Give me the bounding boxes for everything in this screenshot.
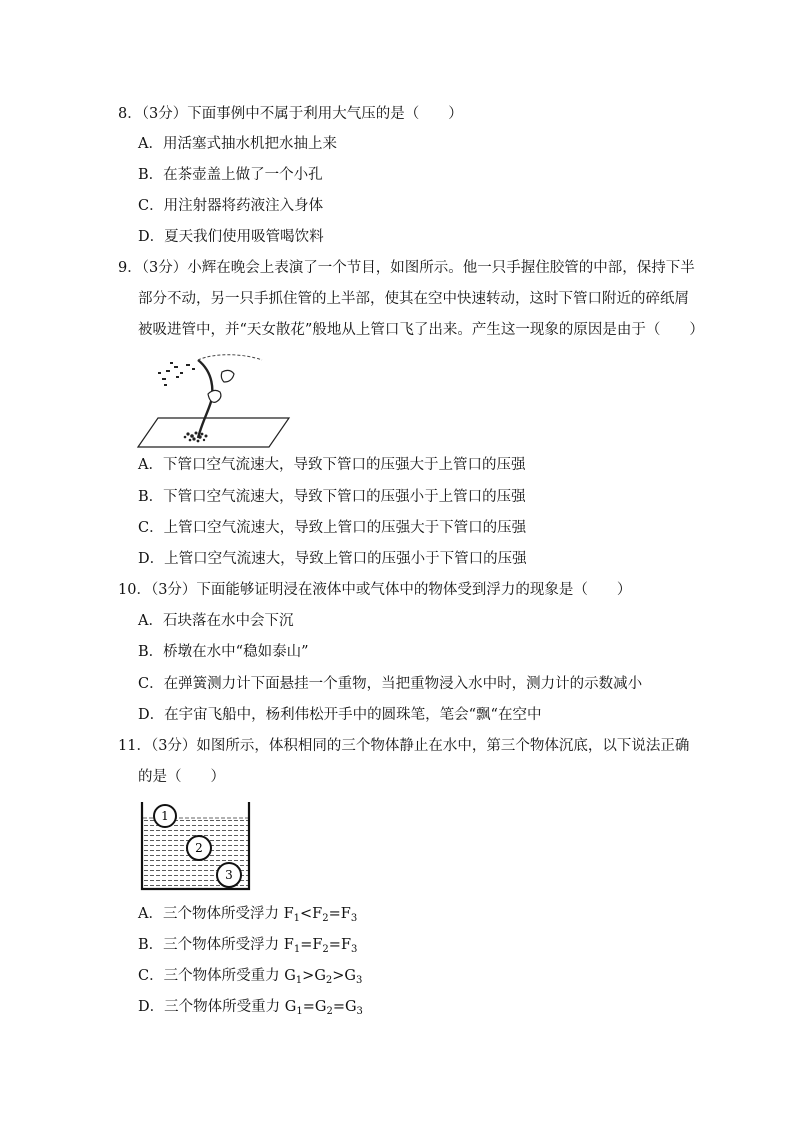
q9-figure-spinning-tube [136, 350, 292, 450]
q10-option-a: A．石块落在水中会下沉 [138, 613, 294, 629]
q10-option-b: B．桥墩在水中“稳如泰山” [138, 644, 309, 660]
q10-option-c: C．在弹簧测力计下面悬挂一个重物，当把重物浸入水中时，测力计的示数减小 [138, 676, 643, 692]
q9-stem-line-3: 被吸进管中，并“天女散花”般地从上管口飞了出来。产生这一现象的原因是由于（ ） [138, 322, 704, 338]
q11-option-a: A．三个物体所受浮力 $F_1<F_2=F_3$ [138, 906, 358, 924]
object-3 [217, 863, 241, 887]
hand-lower [208, 390, 221, 402]
q8-option-c: C．用注射器将药液注入身体 [138, 198, 324, 214]
object-2 [187, 836, 211, 860]
q9-stem-line-2: 部分不动，另一只手抓住管的上半部，使其在空中快速转动，这时下管口附近的碎纸屑 [138, 291, 689, 307]
q9-option-c: C．上管口空气流速大，导致上管口的压强大于下管口的压强 [138, 520, 527, 536]
q9-stem-line-1: 9．（3分）小辉在晚会上表演了一个节目，如图所示。他一只手握住胶管的中部，保持下半 [118, 260, 695, 276]
svg-text:1: 1 [161, 809, 169, 823]
q11-option-c: C．三个物体所受重力 $G_1>G_2>G_3$ [138, 968, 363, 986]
svg-text:3: 3 [225, 868, 233, 882]
q8-option-b: B．在茶壶盖上做了一个小孔 [138, 167, 323, 183]
paper-scraps-bottom [184, 432, 208, 443]
q8-option-a: A．用活塞式抽水机把水抽上来 [138, 136, 337, 152]
q11-option-d: D．三个物体所受重力 $G_1=G_2=G_3$ [138, 999, 363, 1017]
q11-stem-line-2: 的是（ ） [138, 769, 225, 785]
q11-stem-line-1: 11．（3分）如图所示，体积相同的三个物体静止在水中，第三个物体沉底，以下说法正确 [118, 738, 690, 754]
q10-stem: 10．（3分）下面能够证明浸在液体中或气体中的物体受到浮力的现象是（ ） [118, 582, 632, 598]
table-surface [138, 418, 289, 447]
q9-option-d: D．上管口空气流速大，导致上管口的压强小于下管口的压强 [138, 551, 527, 567]
rotation-arc [198, 355, 262, 360]
hand-upper [221, 370, 234, 382]
q9-option-a: A．下管口空气流速大，导致下管口的压强大于上管口的压强 [138, 457, 526, 473]
paper-scraps-flying [158, 362, 195, 386]
q8-option-d: D．夏天我们使用吸管喝饮料 [138, 229, 324, 245]
q10-option-d: D．在宇宙飞船中，杨利伟松开手中的圆珠笔，笔会“飘“在空中 [138, 707, 542, 723]
object-1 [154, 805, 176, 827]
svg-text:2: 2 [195, 841, 203, 855]
q8-stem: 8．（3分）下面事例中不属于利用大气压的是（ ） [118, 106, 463, 122]
q11-option-b: B．三个物体所受浮力 $F_1=F_2=F_3$ [138, 937, 358, 955]
q11-figure-beaker [138, 798, 254, 894]
q9-option-b: B．下管口空气流速大，导致下管口的压强小于上管口的压强 [138, 489, 526, 505]
